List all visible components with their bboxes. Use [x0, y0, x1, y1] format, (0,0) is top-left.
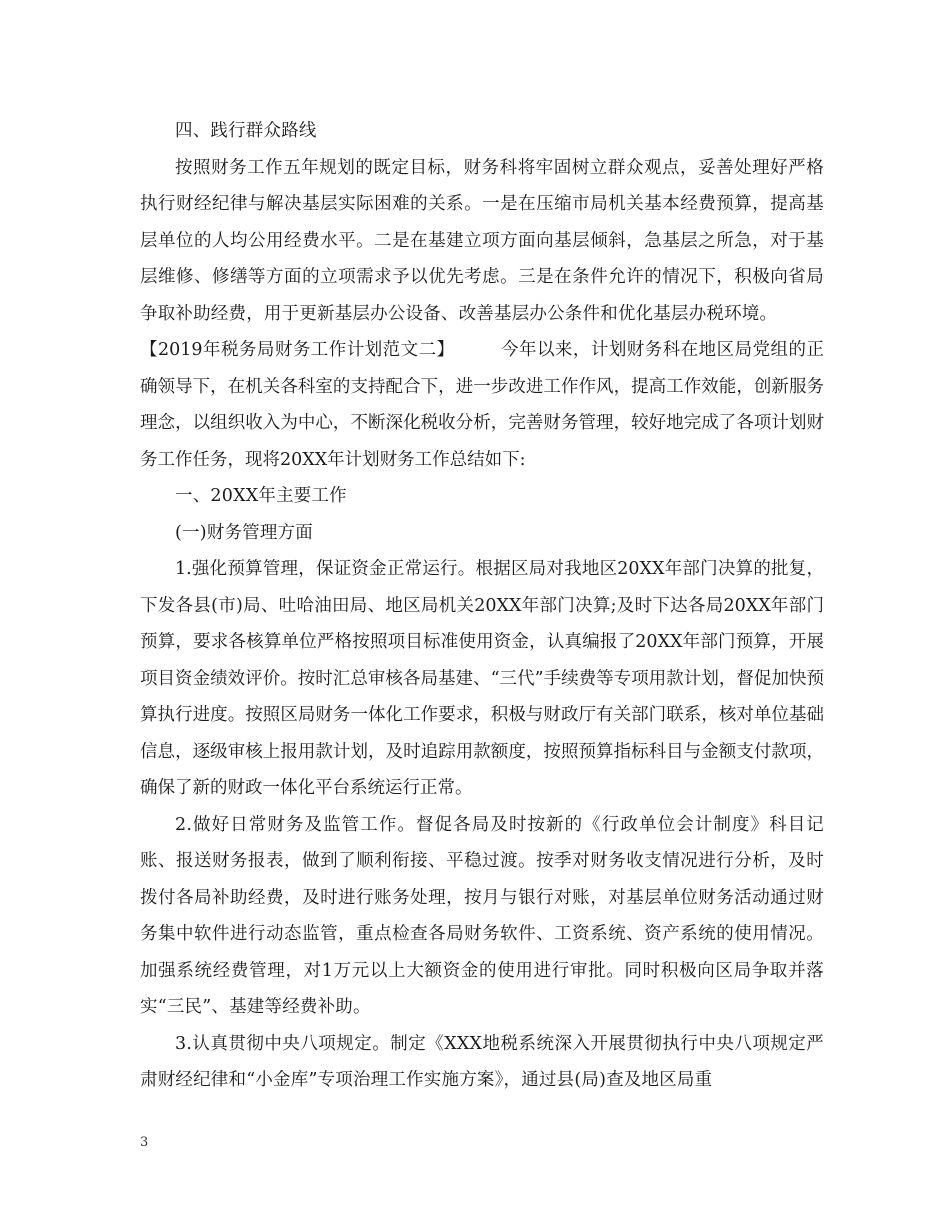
paragraph-daily-finance-supervision: 2.做好日常财务及监管工作。督促各局及时按新的《行政单位会计制度》科目记账、报送财务报表，做到了顺利衔接、平稳过渡。按季对财务收支情况进行分析，及时拨付各局补助经费，及时进行账务处理，按月与银行对账，对基层单位财务活动通过财务集中软件进行动态监管，重点检查各局财务软件、工资系统、资产系统的使用情况。加强系统经费管理，对1万元以上大额资金的使用进行审批。同时积极向区局争取并落实“三民”、基建等经费补助。 [140, 814, 824, 1017]
paragraph-budget-management: 1.强化预算管理，保证资金正常运行。根据区局对我地区20XX年部门决算的批复，下发各县(市)局、吐哈油田局、地区局机关20XX年部门决算;及时下达各局20XX年部门预算，要求各核算单位严格按照项目标准使用资金，认真编报了20XX年部门预算，开展项目资金绩效评价。按时汇总审核各局基建、“三代”手续费等专项用款计划，督促加快预算执行进度。按照区局财务一体化工作要求，积极与财政厅有关部门联系，核对单位基础信息，逐级审核上报用款计划，及时追踪用款额度，按照预算指标科目与金额支付款项，确保了新的财政一体化平台系统运行正常。 [140, 559, 824, 798]
paragraph-mass-line-plan: 按照财务工作五年规划的既定目标，财务科将牢固树立群众观点，妥善处理好严格执行财经纪律与解决基层实际困难的关系。一是在压缩市局机关基本经费预算，提高基层单位的人均公用经费水平。二是在基建立项方面向基层倾斜，急基层之所急，对于基层维修、修缮等方面的立项需求予以优先考虑。三是在条件允许的情况下，积极向省局争取补助经费，用于更新基层办公设备、改善基层办公条件和优化基层办税环境。 [140, 157, 824, 324]
sample-title: 【2019年税务局财务工作计划范文二】 [140, 340, 455, 360]
heading-financial-management: (一)财务管理方面 [175, 522, 313, 543]
heading-main-work: 一、20XX年主要工作 [175, 486, 347, 506]
sample-intro-text: 今年以来，计划财务科在地区局党组的正确领导下，在机关各科室的支持配合下，进一步改进工作作风，提高工作效能，创新服务理念，以组织收入为中心，不断深化税收分析，完善财务管理，较好地完成了各项计划财务工作任务，现将20XX年计划财务工作总结如下: [140, 340, 824, 470]
heading-practice-mass-line: 四、践行群众路线 [175, 121, 317, 141]
paragraph-sample-two-intro [140, 332, 824, 478]
page-number: 3 [140, 1135, 149, 1150]
document-body [140, 113, 824, 1099]
paragraph-eight-regulations: 3.认真贯彻中央八项规定。制定《XXX地税系统深入开展贯彻执行中央八项规定严肃财经纪律和“小金库”专项治理工作实施方案》，通过县(局)查及地区局重 [140, 1033, 824, 1090]
